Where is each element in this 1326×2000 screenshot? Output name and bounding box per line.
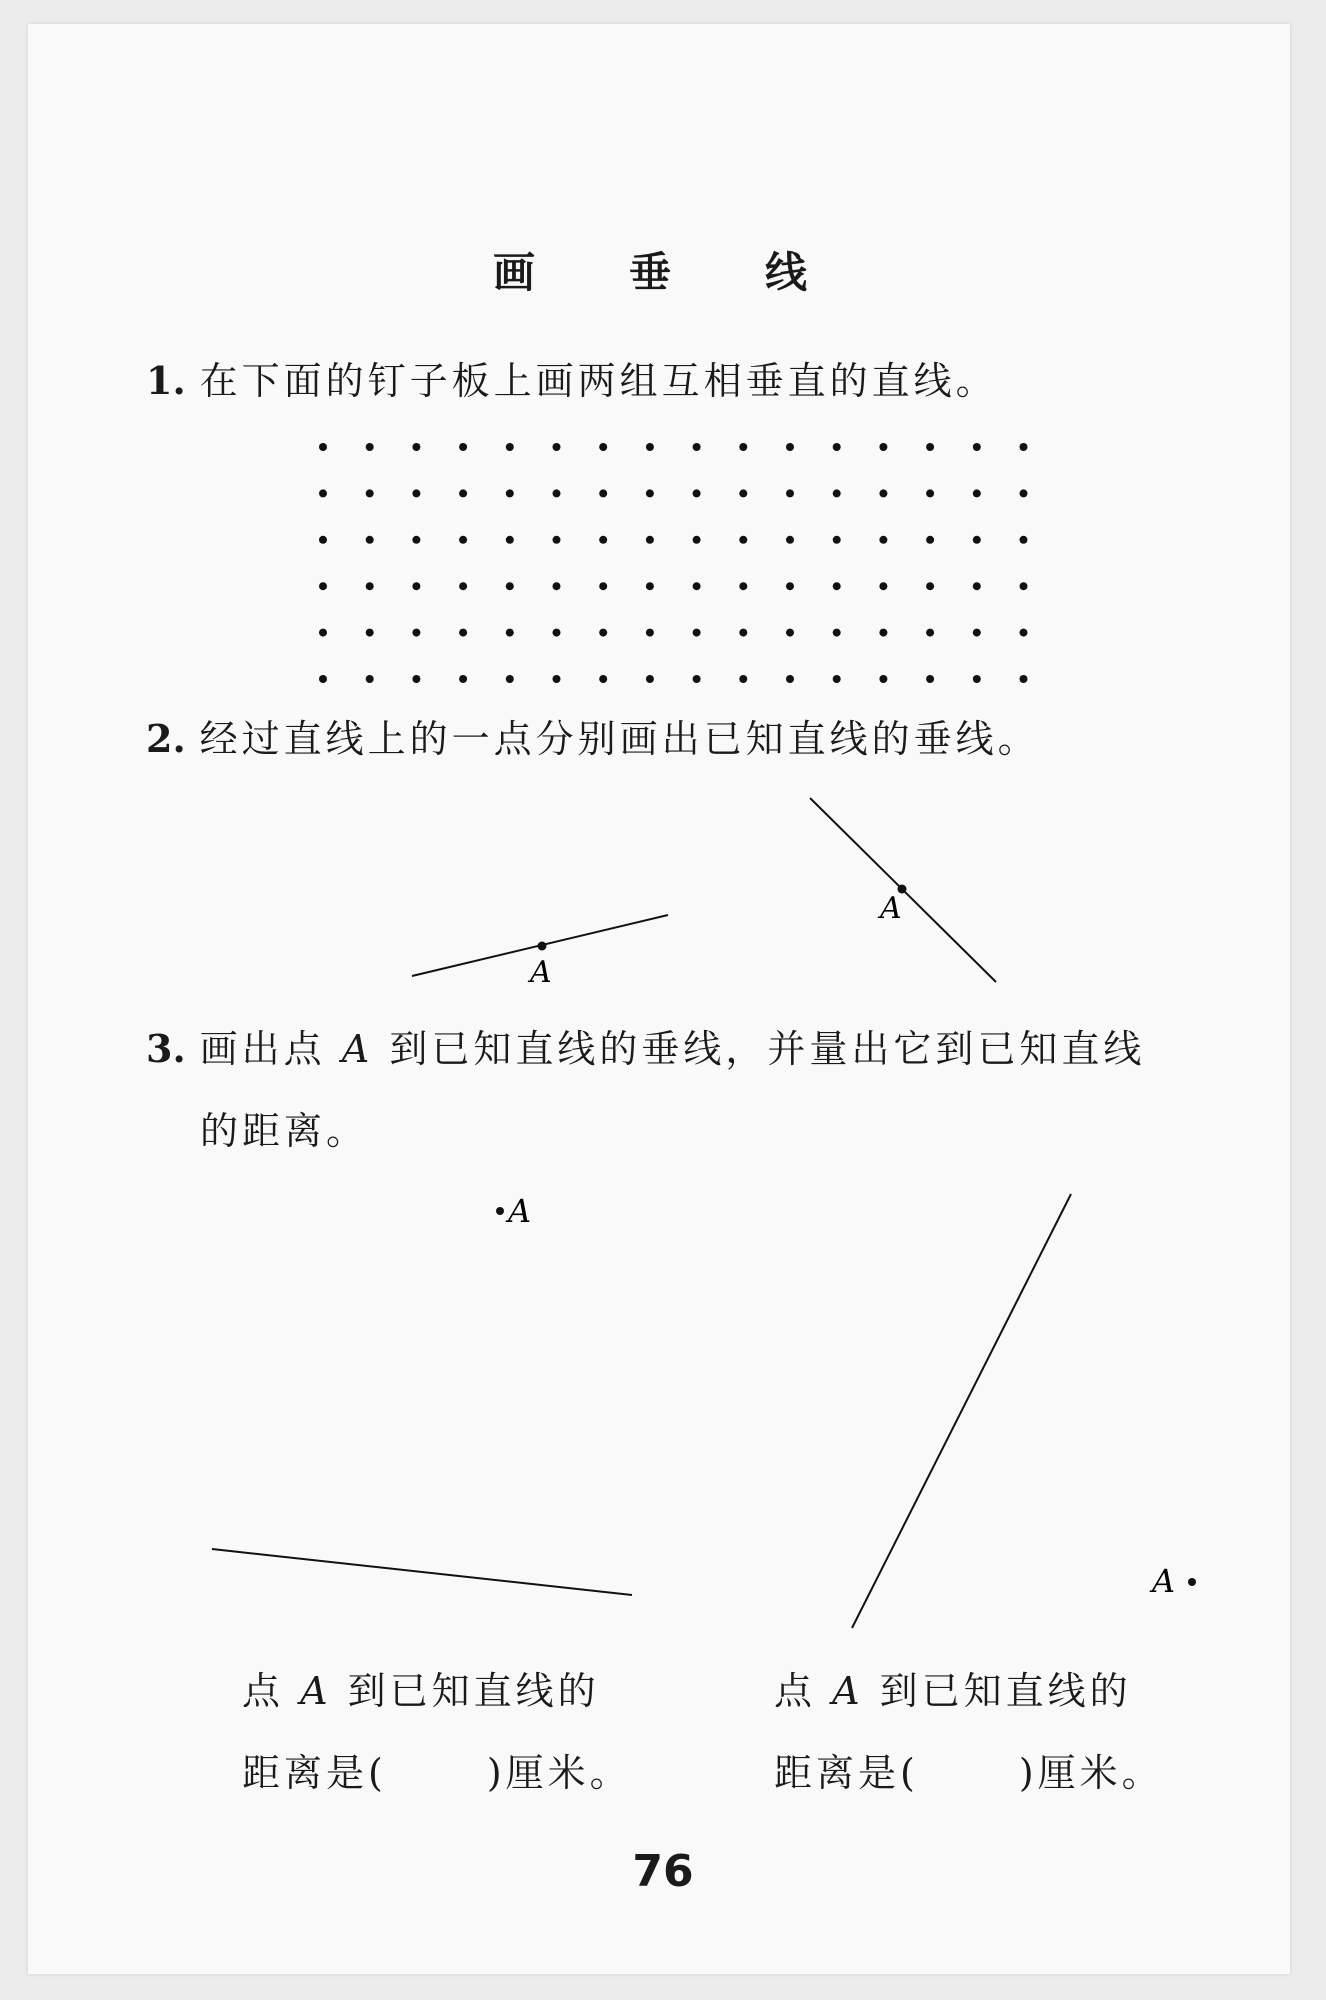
label-q3-right: A xyxy=(1152,1562,1176,1600)
peg-dot xyxy=(879,675,887,683)
peg-dot xyxy=(366,629,374,637)
peg-dot xyxy=(739,582,747,590)
peg-dot xyxy=(926,443,934,451)
question-2-text: 经过直线上的一点分别画出已知直线的垂线。 xyxy=(199,717,1040,761)
peg-dot xyxy=(412,489,420,497)
peg-dot xyxy=(1020,675,1028,683)
peg-dot xyxy=(319,675,327,683)
peg-dot xyxy=(973,582,981,590)
peg-dot xyxy=(833,489,841,497)
peg-dot xyxy=(786,675,794,683)
peg-dot xyxy=(599,443,607,451)
peg-dot xyxy=(646,675,654,683)
peg-dot xyxy=(319,536,327,544)
peg-dot xyxy=(366,582,374,590)
answer-right-line1 xyxy=(774,1660,1132,1715)
point-q3-left xyxy=(496,1207,504,1215)
peg-dot xyxy=(506,536,514,544)
peg-dot xyxy=(506,582,514,590)
line-q3-right xyxy=(852,1194,1071,1628)
question-1-text: 在下面的钉子板上画两组互相垂直的直线。 xyxy=(199,359,998,403)
peg-dot xyxy=(973,489,981,497)
peg-dot xyxy=(599,582,607,590)
peg-dot xyxy=(693,582,701,590)
peg-dot xyxy=(739,629,747,637)
page-number: 76 xyxy=(632,1846,694,1897)
peg-dot xyxy=(459,675,467,683)
peg-dot xyxy=(553,675,561,683)
peg-dot xyxy=(412,536,420,544)
peg-dot xyxy=(973,629,981,637)
peg-dot xyxy=(412,629,420,637)
peg-dot xyxy=(366,489,374,497)
answer-left-unit: )厘米。 xyxy=(486,1751,632,1795)
peg-dot xyxy=(739,675,747,683)
peg-dot xyxy=(506,675,514,683)
peg-dot xyxy=(412,582,420,590)
peg-dot xyxy=(459,443,467,451)
peg-dot xyxy=(693,536,701,544)
peg-dot xyxy=(786,489,794,497)
peg-dot xyxy=(319,489,327,497)
peg-dot xyxy=(459,489,467,497)
peg-dot xyxy=(926,675,934,683)
answer-left-line2 xyxy=(242,1742,632,1797)
peg-dot xyxy=(739,443,747,451)
peg-dot xyxy=(833,536,841,544)
peg-dot xyxy=(833,582,841,590)
peg-dot xyxy=(459,536,467,544)
peg-dot xyxy=(833,443,841,451)
answer-right-point: A xyxy=(832,1669,864,1713)
peg-dot xyxy=(646,443,654,451)
peg-dot xyxy=(879,629,887,637)
peg-dot xyxy=(1020,629,1028,637)
peg-dot xyxy=(646,489,654,497)
label-q3-left: A xyxy=(508,1192,532,1230)
question-1-number: 1. xyxy=(146,358,186,403)
question-3-text-before: 画出点 xyxy=(199,1027,326,1071)
peg-dot xyxy=(459,582,467,590)
peg-dot xyxy=(739,536,747,544)
peg-dot xyxy=(412,443,420,451)
line-q3-left xyxy=(212,1549,632,1595)
answer-left-distance-label: 距离是( xyxy=(242,1751,387,1795)
peg-dot xyxy=(506,489,514,497)
peg-dot xyxy=(1020,536,1028,544)
peg-dot xyxy=(879,443,887,451)
peg-dot xyxy=(926,629,934,637)
peg-dot xyxy=(926,536,934,544)
peg-dot xyxy=(553,629,561,637)
peg-dot xyxy=(926,489,934,497)
peg-dot xyxy=(739,489,747,497)
answer-left-line1 xyxy=(242,1660,600,1715)
question-3-point: A xyxy=(341,1027,374,1071)
answer-left-before: 点 xyxy=(242,1669,285,1713)
answer-left-after: 到已知直线的 xyxy=(347,1669,600,1713)
point-q2-left xyxy=(538,942,547,951)
peg-dot xyxy=(693,489,701,497)
peg-dot xyxy=(879,536,887,544)
peg-dot xyxy=(693,629,701,637)
peg-dot xyxy=(973,675,981,683)
peg-dot xyxy=(506,629,514,637)
peg-dot xyxy=(599,536,607,544)
peg-dot xyxy=(599,675,607,683)
peg-dot xyxy=(1020,489,1028,497)
peg-dot xyxy=(366,443,374,451)
peg-dot xyxy=(833,629,841,637)
peg-dot xyxy=(786,582,794,590)
peg-dot xyxy=(973,536,981,544)
peg-dot xyxy=(366,536,374,544)
label-q2-left: A xyxy=(530,955,552,990)
question-2-number: 2. xyxy=(146,716,186,761)
question-3-number: 3. xyxy=(146,1026,186,1071)
answer-right-before: 点 xyxy=(774,1669,817,1713)
answer-right-after: 到已知直线的 xyxy=(879,1669,1132,1713)
peg-dot xyxy=(319,443,327,451)
peg-dot xyxy=(553,489,561,497)
peg-dot xyxy=(553,536,561,544)
question-3-text-after: 到已知直线的垂线，并量出它到已知直线 xyxy=(389,1027,1146,1071)
peg-dot xyxy=(506,443,514,451)
peg-dot xyxy=(319,629,327,637)
peg-dot xyxy=(646,629,654,637)
peg-dot xyxy=(599,489,607,497)
peg-dot xyxy=(553,582,561,590)
label-q2-right: A xyxy=(880,891,902,926)
answer-right-unit: )厘米。 xyxy=(1018,1751,1164,1795)
peg-dot xyxy=(459,629,467,637)
peg-dot xyxy=(833,675,841,683)
peg-dot xyxy=(786,443,794,451)
peg-dot xyxy=(553,443,561,451)
peg-dot xyxy=(646,582,654,590)
peg-dot xyxy=(879,582,887,590)
peg-dot xyxy=(646,536,654,544)
peg-dot xyxy=(366,675,374,683)
peg-dot xyxy=(1020,443,1028,451)
peg-dot xyxy=(973,443,981,451)
peg-dot xyxy=(786,536,794,544)
peg-dot xyxy=(412,675,420,683)
peg-dot xyxy=(1020,582,1028,590)
peg-dot xyxy=(879,489,887,497)
peg-dot xyxy=(786,629,794,637)
peg-dot xyxy=(926,582,934,590)
pegboard-dots xyxy=(319,443,1028,683)
peg-dot xyxy=(693,443,701,451)
point-q3-right xyxy=(1188,1578,1196,1586)
question-3-line2: 的距离。 xyxy=(200,1109,369,1153)
peg-dot xyxy=(599,629,607,637)
answer-right-line2 xyxy=(774,1742,1164,1797)
peg-dot xyxy=(319,582,327,590)
peg-dot xyxy=(693,675,701,683)
page-title: 画 垂 线 xyxy=(492,248,833,297)
answer-right-distance-label: 距离是( xyxy=(774,1751,919,1795)
answer-left-point: A xyxy=(300,1669,332,1713)
